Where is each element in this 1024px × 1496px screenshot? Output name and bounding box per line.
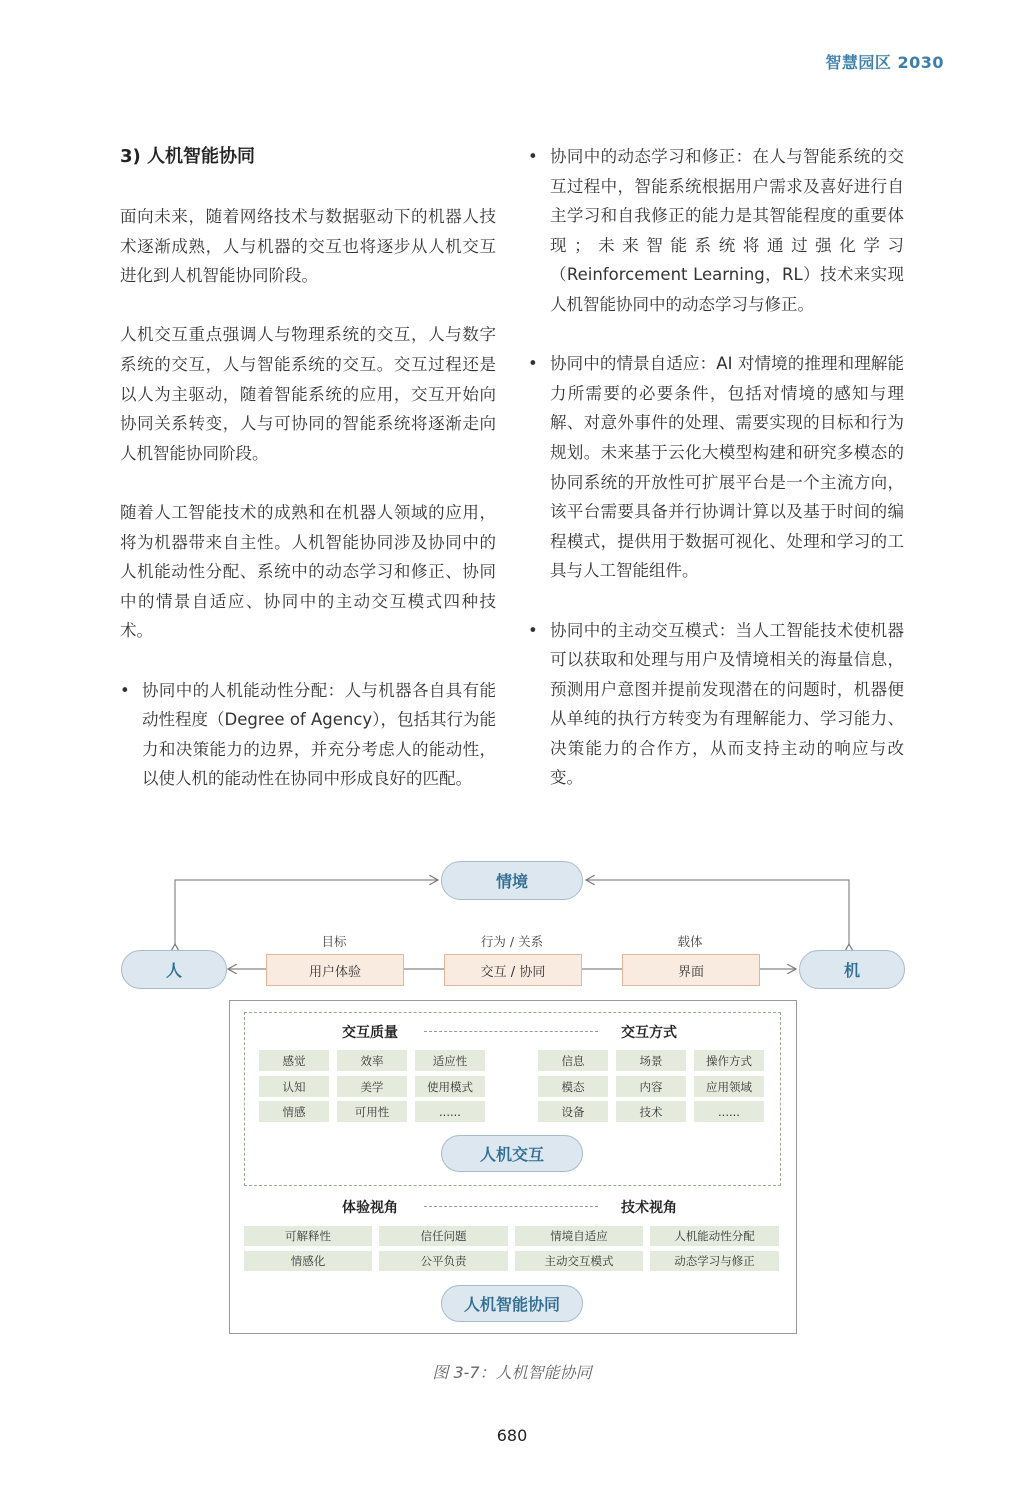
perspective-cell: 人机能动性分配 [650, 1226, 779, 1246]
paragraph-hci: 人机交互重点强调人与物理系统的交互，人与数字系统的交互，人与智能系统的交互。交互过程还是以人为主驱动，随着智能系统的应用，交互开始向协同关系转变，人与可协同的智能系统将逐渐走向人机智能协同阶段。 [120, 325, 496, 463]
mode-cell: 应用领域 [694, 1076, 764, 1097]
label-goal: 目标 [321, 934, 347, 949]
quality-cell: 感觉 [259, 1050, 329, 1071]
page-number: 680 [496, 1426, 528, 1445]
quality-cell: 适应性 [415, 1050, 485, 1071]
tech-title: 技术视角 [621, 1200, 677, 1216]
quality-title: 交互质量 [342, 1025, 398, 1041]
box-interaction: 交互 / 协同 [444, 954, 582, 986]
perspective-cell: 信任问题 [379, 1226, 508, 1246]
header-brand: 智慧园区 2030 [825, 53, 944, 72]
human-pill: 人 [121, 950, 227, 989]
mode-title: 交互方式 [621, 1025, 677, 1041]
mode-cell: 操作方式 [694, 1050, 764, 1071]
box-user-experience: 用户体验 [266, 954, 404, 986]
perspective-cell: 主动交互模式 [515, 1251, 643, 1271]
mode-cell: ...... [694, 1101, 764, 1122]
label-behavior: 行为 / 关系 [480, 934, 544, 949]
experience-title: 体验视角 [342, 1200, 398, 1216]
bullet-dot: • [528, 147, 538, 166]
perspective-cell: 情感化 [244, 1251, 372, 1271]
quality-cell: 认知 [259, 1076, 329, 1097]
dash-divider [424, 1031, 598, 1032]
quality-cell: 使用模式 [415, 1076, 485, 1097]
mode-cell: 场景 [616, 1050, 686, 1071]
section-title: 3) 人机智能协同 [120, 146, 256, 167]
label-carrier: 载体 [677, 934, 703, 949]
perspective-cell: 公平负责 [379, 1251, 508, 1271]
machine-pill: 机 [799, 950, 905, 989]
mode-cell: 技术 [616, 1101, 686, 1122]
collaboration-pill: 人机智能协同 [441, 1285, 583, 1322]
quality-cell: 美学 [337, 1076, 407, 1097]
quality-cell: ...... [415, 1101, 485, 1122]
mode-cell: 模态 [538, 1076, 608, 1097]
bullet-dot: • [120, 680, 130, 700]
hci-pill: 人机交互 [441, 1135, 583, 1172]
bullet-dot: • [528, 354, 538, 374]
figure-caption: 图 3-7：人机智能协同 [432, 1363, 592, 1382]
perspective-cell: 可解释性 [244, 1226, 372, 1246]
perspective-cell: 动态学习与修正 [650, 1251, 779, 1271]
quality-cell: 情感 [259, 1101, 329, 1122]
bullet-text: 协同中的主动交互模式：当人工智能技术使机器可以获取和处理与用户及情境相关的海量信息，预测用户意图并提前发现潜在的问题时，机器便从单纯的执行方转变为有理解能力、学习能力、决策能力的合作方，从而支持主动的响应与改变。 [550, 620, 904, 788]
paragraph-ai: 随着人工智能技术的成熟和在机器人领域的应用，将为机器带来自主性。人机智能协同涉及协同中的人机能动性分配、系统中的动态学习和修正、协同中的情景自适应、协同中的主动交互模式四种技术。 [120, 502, 496, 641]
bullet-dot: • [528, 620, 538, 640]
box-interface: 界面 [622, 954, 760, 986]
bullet-text: 协同中的情景自适应：AI 对情境的推理和理解能力所需要的必要条件，包括对情境的感知与理解、对意外事件的处理、需要实现的目标和行为规划。未来基于云化大模型构建和研究多模态的协同系统的开放性可扩展平台是一个主流方向，该平台需要具备并行协调计算以及基于时间的编程模式，提供用于数据可视化、处理和学习的工具与人工智能组件。 [550, 354, 904, 581]
dash-divider [424, 1206, 598, 1207]
mode-cell: 信息 [538, 1050, 608, 1071]
quality-cell: 效率 [337, 1050, 407, 1071]
context-pill: 情境 [441, 861, 583, 900]
bullet-text: 协同中的人机能动性分配：人与机器各自具有能动性程度（Degree of Agency），包括其行为能力和决策能力的边界，并充分考虑人的能动性，以使人机的能动性在协同中形成良好的匹配。 [142, 680, 496, 789]
quality-cell: 可用性 [337, 1101, 407, 1122]
mode-cell: 内容 [616, 1076, 686, 1097]
perspective-cell: 情境自适应 [515, 1226, 643, 1246]
paragraph-intro: 面向未来，随着网络技术与数据驱动下的机器人技术逐渐成熟，人与机器的交互也将逐步从人机交互进化到人机智能协同阶段。 [120, 207, 496, 286]
mode-cell: 设备 [538, 1101, 608, 1122]
bullet-text: 协同中的动态学习和修正：在人与智能系统的交互过程中，智能系统根据用户需求及喜好进行自主学习和自我修正的能力是其智能程度的重要体现；未来智能系统将通过强化学习（Reinforcement Learning，RL）技术来实现人机智能协同中的动态学习与修正。 [550, 147, 904, 314]
